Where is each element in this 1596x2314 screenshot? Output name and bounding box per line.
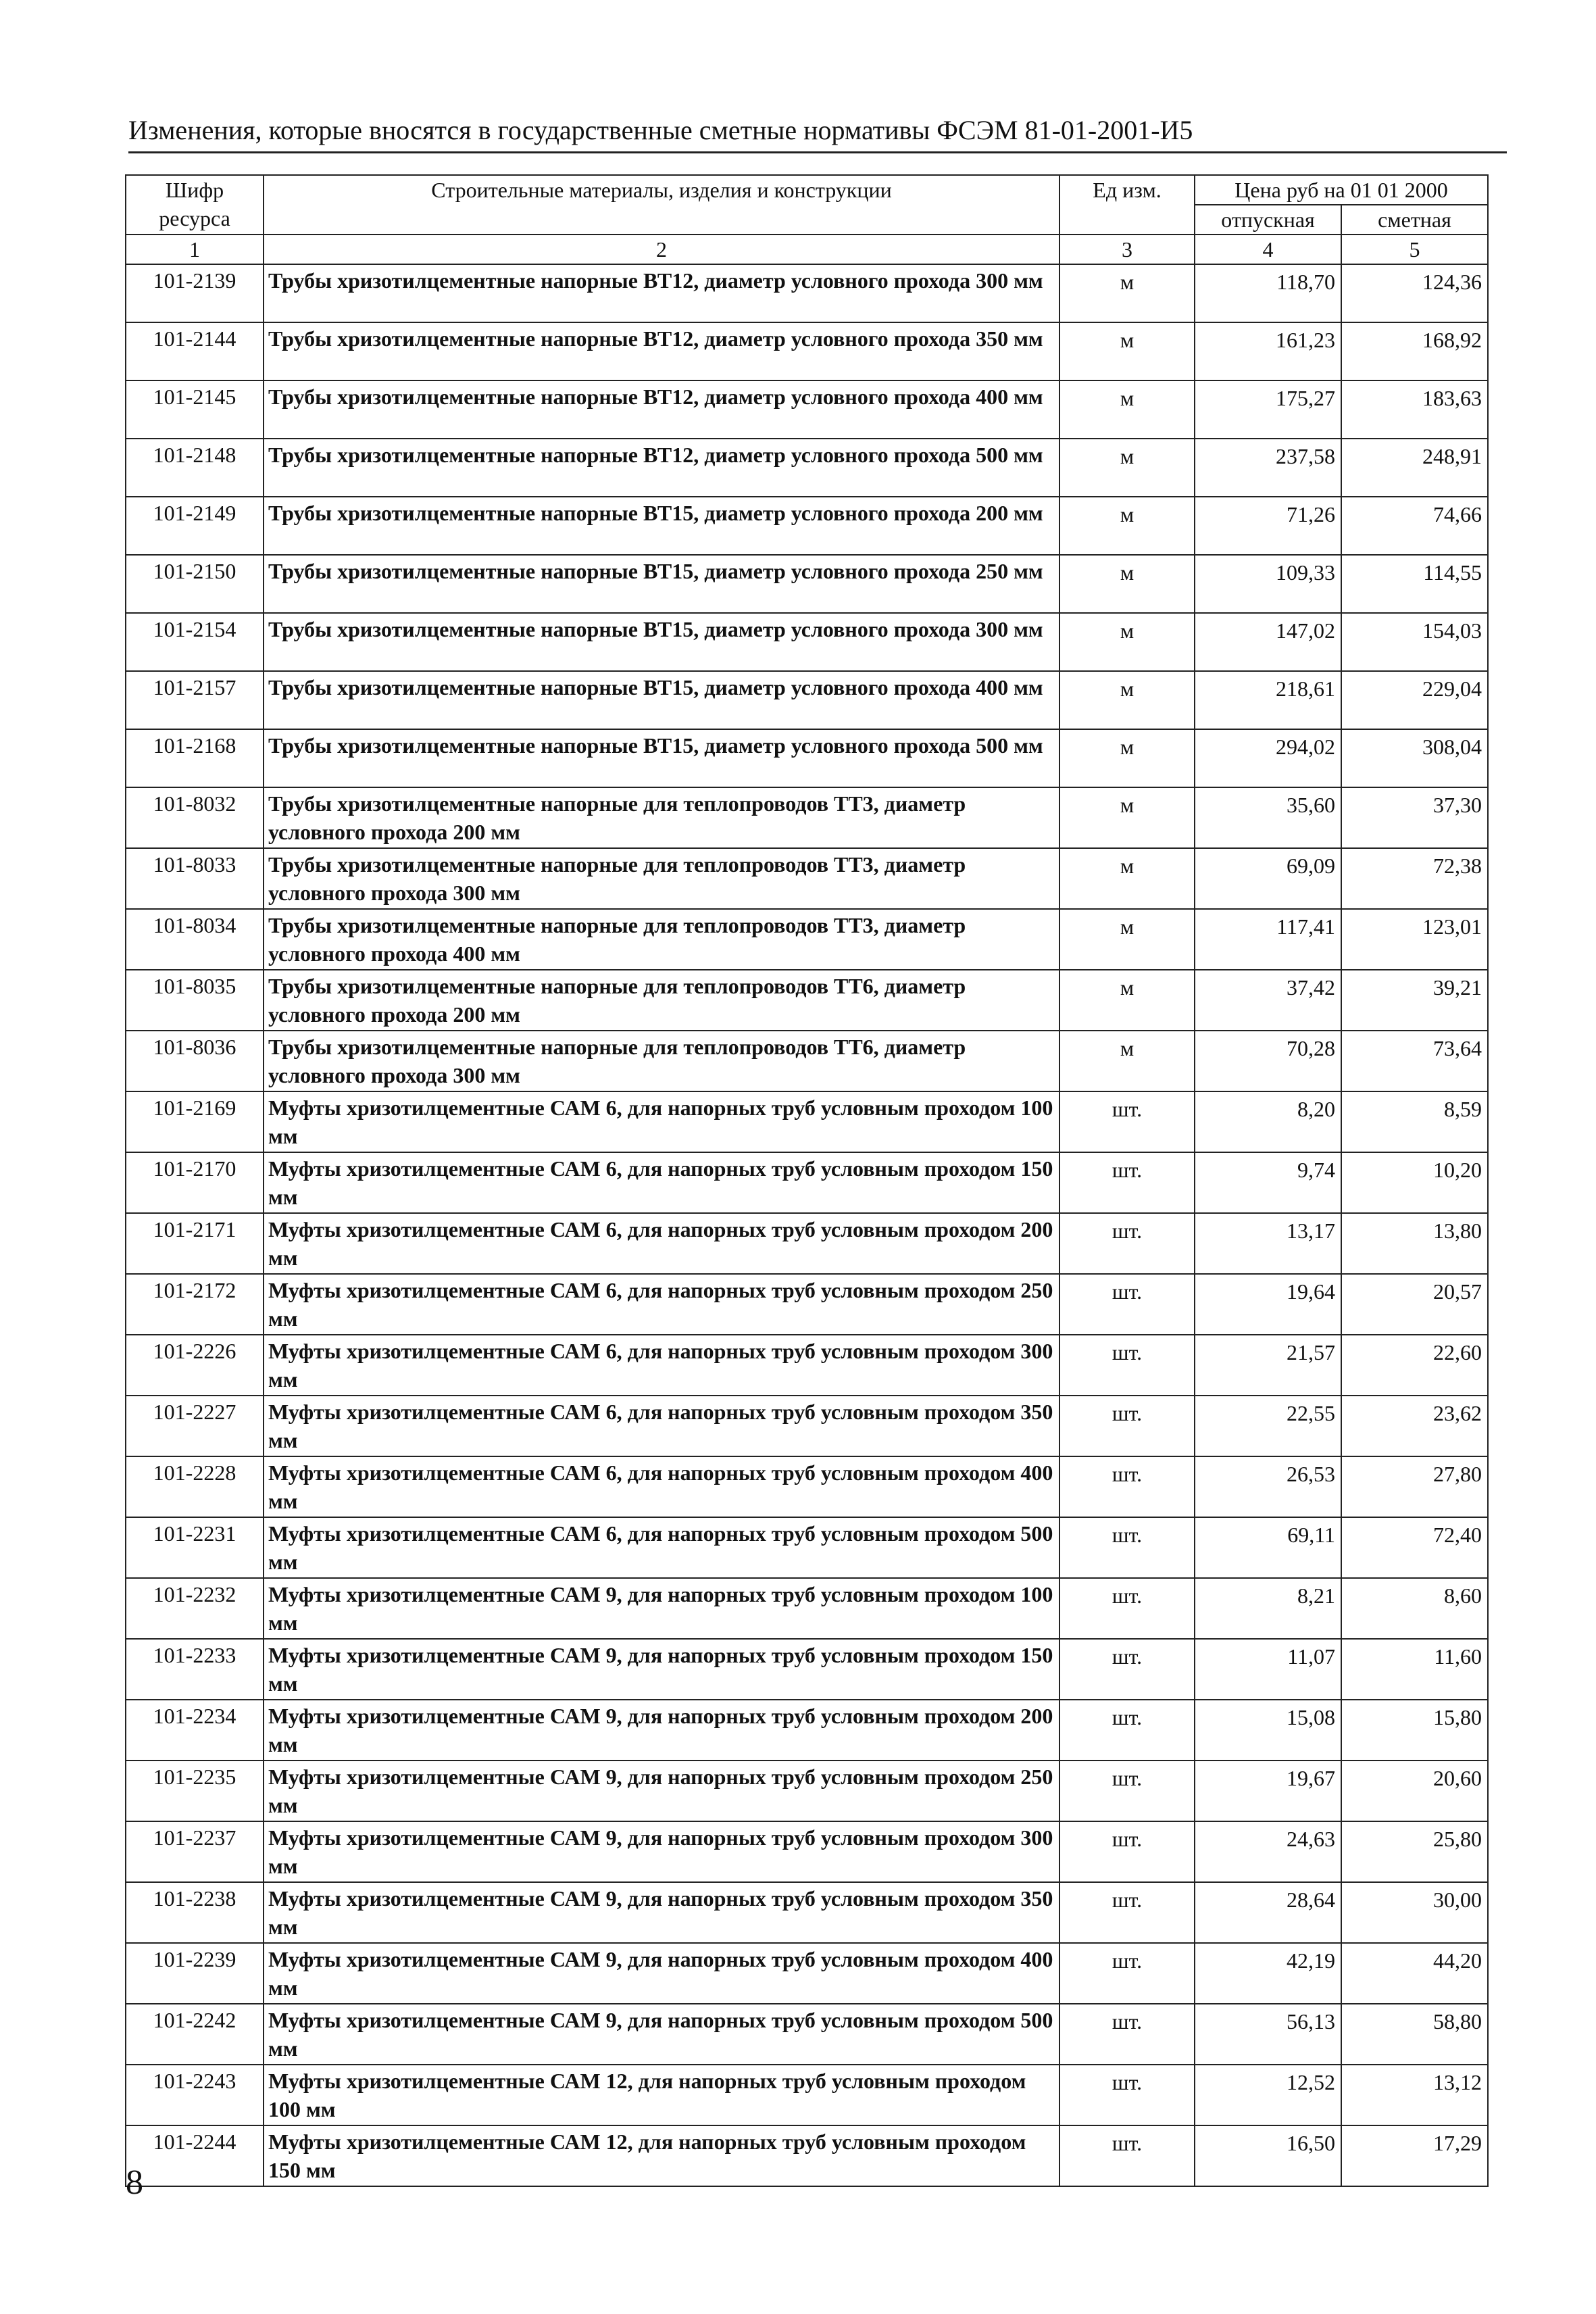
cell-estimate: 23,62 bbox=[1341, 1396, 1488, 1456]
cell-name: Трубы хризотилцементные напорные ВТ12, диаметр условного прохода 400 мм bbox=[264, 380, 1059, 439]
cell-unit: м bbox=[1059, 909, 1195, 970]
table-row bbox=[126, 970, 1488, 1031]
header-name: Строительные материалы, изделия и конструкции bbox=[264, 175, 1059, 235]
cell-name: Трубы хризотилцементные напорные для теплопроводов ТТ3, диаметр условного прохода 200 мм bbox=[264, 787, 1059, 848]
cell-unit: шт. bbox=[1059, 2065, 1195, 2125]
cell-name: Трубы хризотилцементные напорные ВТ12, диаметр условного прохода 350 мм bbox=[264, 322, 1059, 380]
cell-name: Муфты хризотилцементные САМ 12, для напорных труб условным проходом 150 мм bbox=[264, 2125, 1059, 2186]
cell-name: Муфты хризотилцементные САМ 6, для напорных труб условным проходом 150 мм bbox=[264, 1152, 1059, 1213]
header-estimate-price: сметная bbox=[1341, 205, 1488, 235]
cell-estimate: 8,59 bbox=[1341, 1091, 1488, 1152]
cell-code: 101-2144 bbox=[126, 322, 264, 380]
cell-name: Трубы хризотилцементные напорные ВТ12, диаметр условного прохода 300 мм bbox=[264, 264, 1059, 322]
cell-release: 8,21 bbox=[1195, 1578, 1341, 1639]
table-row bbox=[126, 1821, 1488, 1882]
cell-estimate: 20,60 bbox=[1341, 1761, 1488, 1821]
cell-unit: м bbox=[1059, 1031, 1195, 1091]
cell-release: 70,28 bbox=[1195, 1031, 1341, 1091]
cell-code: 101-2234 bbox=[126, 1700, 264, 1761]
table-row bbox=[126, 1091, 1488, 1152]
cell-unit: м bbox=[1059, 970, 1195, 1031]
cell-unit: шт. bbox=[1059, 1335, 1195, 1396]
table-row bbox=[126, 1943, 1488, 2004]
table-row bbox=[126, 909, 1488, 970]
cell-release: 28,64 bbox=[1195, 1882, 1341, 1943]
cell-name: Муфты хризотилцементные САМ 6, для напорных труб условным проходом 300 мм bbox=[264, 1335, 1059, 1396]
table-row bbox=[126, 439, 1488, 497]
cell-name: Трубы хризотилцементные напорные для теплопроводов ТТ3, диаметр условного прохода 400 мм bbox=[264, 909, 1059, 970]
cell-unit: шт. bbox=[1059, 1700, 1195, 1761]
cell-release: 24,63 bbox=[1195, 1821, 1341, 1882]
cell-code: 101-2238 bbox=[126, 1882, 264, 1943]
column-number: 4 bbox=[1195, 235, 1341, 264]
cell-name: Муфты хризотилцементные САМ 9, для напорных труб условным проходом 100 мм bbox=[264, 1578, 1059, 1639]
cell-release: 71,26 bbox=[1195, 497, 1341, 555]
cell-unit: шт. bbox=[1059, 1213, 1195, 1274]
table-row bbox=[126, 671, 1488, 729]
cell-name: Муфты хризотилцементные САМ 9, для напорных труб условным проходом 350 мм bbox=[264, 1882, 1059, 1943]
cell-release: 42,19 bbox=[1195, 1943, 1341, 2004]
cell-code: 101-2242 bbox=[126, 2004, 264, 2065]
cell-release: 26,53 bbox=[1195, 1456, 1341, 1517]
document-header-title: Изменения, которые вносятся в государственные сметные нормативы ФСЭМ 81-01-2001-И5 bbox=[128, 114, 1507, 153]
cell-unit: шт. bbox=[1059, 1821, 1195, 1882]
table-row bbox=[126, 1639, 1488, 1700]
cell-code: 101-2172 bbox=[126, 1274, 264, 1335]
cell-code: 101-2154 bbox=[126, 613, 264, 671]
cell-code: 101-2139 bbox=[126, 264, 264, 322]
cell-release: 35,60 bbox=[1195, 787, 1341, 848]
table-header-row bbox=[126, 175, 1488, 205]
cell-code: 101-2150 bbox=[126, 555, 264, 613]
cell-code: 101-2237 bbox=[126, 1821, 264, 1882]
table-row bbox=[126, 322, 1488, 380]
cell-estimate: 37,30 bbox=[1341, 787, 1488, 848]
cell-unit: шт. bbox=[1059, 2125, 1195, 2186]
cell-code: 101-2232 bbox=[126, 1578, 264, 1639]
cell-code: 101-2170 bbox=[126, 1152, 264, 1213]
header-release-price: отпускная bbox=[1195, 205, 1341, 235]
cell-estimate: 13,80 bbox=[1341, 1213, 1488, 1274]
table-row bbox=[126, 1578, 1488, 1639]
table-row bbox=[126, 1517, 1488, 1578]
cell-estimate: 74,66 bbox=[1341, 497, 1488, 555]
cell-unit: шт. bbox=[1059, 2004, 1195, 2065]
cell-name: Муфты хризотилцементные САМ 6, для напорных труб условным проходом 350 мм bbox=[264, 1396, 1059, 1456]
cell-name: Муфты хризотилцементные САМ 9, для напорных труб условным проходом 200 мм bbox=[264, 1700, 1059, 1761]
cell-unit: м bbox=[1059, 439, 1195, 497]
column-number: 5 bbox=[1341, 235, 1488, 264]
header-price-group: Цена руб на 01 01 2000 bbox=[1195, 175, 1488, 205]
cell-estimate: 20,57 bbox=[1341, 1274, 1488, 1335]
cell-release: 22,55 bbox=[1195, 1396, 1341, 1456]
cell-release: 15,08 bbox=[1195, 1700, 1341, 1761]
cell-unit: м bbox=[1059, 555, 1195, 613]
cell-code: 101-2145 bbox=[126, 380, 264, 439]
cell-estimate: 44,20 bbox=[1341, 1943, 1488, 2004]
cell-name: Трубы хризотилцементные напорные ВТ12, диаметр условного прохода 500 мм bbox=[264, 439, 1059, 497]
cell-unit: шт. bbox=[1059, 1152, 1195, 1213]
cell-name: Трубы хризотилцементные напорные ВТ15, диаметр условного прохода 300 мм bbox=[264, 613, 1059, 671]
table-row bbox=[126, 2065, 1488, 2125]
table-row bbox=[126, 497, 1488, 555]
table-row bbox=[126, 1761, 1488, 1821]
cell-name: Муфты хризотилцементные САМ 6, для напорных труб условным проходом 500 мм bbox=[264, 1517, 1059, 1578]
cell-name: Муфты хризотилцементные САМ 9, для напорных труб условным проходом 400 мм bbox=[264, 1943, 1059, 2004]
cell-estimate: 308,04 bbox=[1341, 729, 1488, 787]
table-row bbox=[126, 555, 1488, 613]
cell-name: Муфты хризотилцементные САМ 9, для напорных труб условным проходом 300 мм bbox=[264, 1821, 1059, 1882]
cell-estimate: 168,92 bbox=[1341, 322, 1488, 380]
cell-estimate: 27,80 bbox=[1341, 1456, 1488, 1517]
cell-code: 101-2244 bbox=[126, 2125, 264, 2186]
column-number: 3 bbox=[1059, 235, 1195, 264]
cell-estimate: 58,80 bbox=[1341, 2004, 1488, 2065]
cell-unit: шт. bbox=[1059, 1578, 1195, 1639]
table-row bbox=[126, 1213, 1488, 1274]
cell-code: 101-8035 bbox=[126, 970, 264, 1031]
cell-estimate: 25,80 bbox=[1341, 1821, 1488, 1882]
cell-release: 19,67 bbox=[1195, 1761, 1341, 1821]
cell-name: Муфты хризотилцементные САМ 9, для напорных труб условным проходом 500 мм bbox=[264, 2004, 1059, 2065]
table-body bbox=[126, 264, 1488, 2186]
cell-estimate: 39,21 bbox=[1341, 970, 1488, 1031]
cell-unit: м bbox=[1059, 322, 1195, 380]
cell-estimate: 229,04 bbox=[1341, 671, 1488, 729]
table-row bbox=[126, 729, 1488, 787]
cell-unit: шт. bbox=[1059, 1882, 1195, 1943]
cell-code: 101-8033 bbox=[126, 848, 264, 909]
cell-unit: шт. bbox=[1059, 1456, 1195, 1517]
cell-name: Муфты хризотилцементные САМ 9, для напорных труб условным проходом 250 мм bbox=[264, 1761, 1059, 1821]
cell-unit: шт. bbox=[1059, 1517, 1195, 1578]
cell-release: 12,52 bbox=[1195, 2065, 1341, 2125]
cell-code: 101-2235 bbox=[126, 1761, 264, 1821]
cell-unit: м bbox=[1059, 671, 1195, 729]
cell-name: Трубы хризотилцементные напорные ВТ15, диаметр условного прохода 200 мм bbox=[264, 497, 1059, 555]
cell-estimate: 123,01 bbox=[1341, 909, 1488, 970]
cell-release: 147,02 bbox=[1195, 613, 1341, 671]
cell-unit: м bbox=[1059, 264, 1195, 322]
header-code: Шифр ресурса bbox=[126, 175, 264, 235]
cell-estimate: 114,55 bbox=[1341, 555, 1488, 613]
cell-release: 37,42 bbox=[1195, 970, 1341, 1031]
cell-unit: м bbox=[1059, 787, 1195, 848]
table-row bbox=[126, 1396, 1488, 1456]
cell-estimate: 72,40 bbox=[1341, 1517, 1488, 1578]
cell-release: 8,20 bbox=[1195, 1091, 1341, 1152]
cell-code: 101-8034 bbox=[126, 909, 264, 970]
cell-release: 19,64 bbox=[1195, 1274, 1341, 1335]
cell-unit: м bbox=[1059, 497, 1195, 555]
cell-unit: м bbox=[1059, 613, 1195, 671]
cell-unit: шт. bbox=[1059, 1274, 1195, 1335]
cell-estimate: 10,20 bbox=[1341, 1152, 1488, 1213]
cell-release: 13,17 bbox=[1195, 1213, 1341, 1274]
cell-unit: м bbox=[1059, 848, 1195, 909]
cell-estimate: 8,60 bbox=[1341, 1578, 1488, 1639]
cell-release: 294,02 bbox=[1195, 729, 1341, 787]
cell-name: Трубы хризотилцементные напорные для теплопроводов ТТ3, диаметр условного прохода 300 мм bbox=[264, 848, 1059, 909]
cell-code: 101-2233 bbox=[126, 1639, 264, 1700]
table-row bbox=[126, 1456, 1488, 1517]
cell-name: Муфты хризотилцементные САМ 6, для напорных труб условным проходом 250 мм bbox=[264, 1274, 1059, 1335]
column-number: 2 bbox=[264, 235, 1059, 264]
cell-name: Муфты хризотилцементные САМ 6, для напорных труб условным проходом 200 мм bbox=[264, 1213, 1059, 1274]
cell-estimate: 73,64 bbox=[1341, 1031, 1488, 1091]
cell-estimate: 72,38 bbox=[1341, 848, 1488, 909]
cell-name: Муфты хризотилцементные САМ 6, для напорных труб условным проходом 100 мм bbox=[264, 1091, 1059, 1152]
cell-code: 101-2243 bbox=[126, 2065, 264, 2125]
cell-name: Трубы хризотилцементные напорные ВТ15, диаметр условного прохода 400 мм bbox=[264, 671, 1059, 729]
cell-estimate: 124,36 bbox=[1341, 264, 1488, 322]
cell-code: 101-2239 bbox=[126, 1943, 264, 2004]
cell-name: Трубы хризотилцементные напорные ВТ15, диаметр условного прохода 250 мм bbox=[264, 555, 1059, 613]
table-row bbox=[126, 613, 1488, 671]
cell-estimate: 17,29 bbox=[1341, 2125, 1488, 2186]
cell-unit: шт. bbox=[1059, 1396, 1195, 1456]
cell-release: 69,11 bbox=[1195, 1517, 1341, 1578]
cell-unit: м bbox=[1059, 729, 1195, 787]
table-row bbox=[126, 1335, 1488, 1396]
cell-estimate: 13,12 bbox=[1341, 2065, 1488, 2125]
cell-unit: шт. bbox=[1059, 1091, 1195, 1152]
table-row bbox=[126, 2004, 1488, 2065]
cell-release: 218,61 bbox=[1195, 671, 1341, 729]
cell-unit: шт. bbox=[1059, 1761, 1195, 1821]
cell-name: Муфты хризотилцементные САМ 12, для напорных труб условным проходом 100 мм bbox=[264, 2065, 1059, 2125]
table-row bbox=[126, 380, 1488, 439]
cell-code: 101-2169 bbox=[126, 1091, 264, 1152]
cell-unit: шт. bbox=[1059, 1639, 1195, 1700]
column-numbers-row bbox=[126, 235, 1488, 264]
cell-estimate: 154,03 bbox=[1341, 613, 1488, 671]
cell-release: 11,07 bbox=[1195, 1639, 1341, 1700]
cell-name: Трубы хризотилцементные напорные для теплопроводов ТТ6, диаметр условного прохода 200 мм bbox=[264, 970, 1059, 1031]
cell-estimate: 15,80 bbox=[1341, 1700, 1488, 1761]
cell-estimate: 22,60 bbox=[1341, 1335, 1488, 1396]
cell-release: 175,27 bbox=[1195, 380, 1341, 439]
cell-release: 161,23 bbox=[1195, 322, 1341, 380]
cell-name: Трубы хризотилцементные напорные ВТ15, диаметр условного прохода 500 мм bbox=[264, 729, 1059, 787]
cell-code: 101-2228 bbox=[126, 1456, 264, 1517]
cell-release: 109,33 bbox=[1195, 555, 1341, 613]
cell-name: Муфты хризотилцементные САМ 9, для напорных труб условным проходом 150 мм bbox=[264, 1639, 1059, 1700]
column-number: 1 bbox=[126, 235, 264, 264]
cell-release: 16,50 bbox=[1195, 2125, 1341, 2186]
cell-release: 117,41 bbox=[1195, 909, 1341, 970]
cell-name: Муфты хризотилцементные САМ 6, для напорных труб условным проходом 400 мм bbox=[264, 1456, 1059, 1517]
cell-code: 101-8032 bbox=[126, 787, 264, 848]
cell-code: 101-8036 bbox=[126, 1031, 264, 1091]
cell-estimate: 248,91 bbox=[1341, 439, 1488, 497]
page-number: 8 bbox=[126, 2163, 143, 2202]
table-row bbox=[126, 1700, 1488, 1761]
table-row bbox=[126, 1274, 1488, 1335]
cell-estimate: 11,60 bbox=[1341, 1639, 1488, 1700]
cell-release: 21,57 bbox=[1195, 1335, 1341, 1396]
table-row bbox=[126, 1152, 1488, 1213]
cell-code: 101-2157 bbox=[126, 671, 264, 729]
cell-release: 237,58 bbox=[1195, 439, 1341, 497]
cell-unit: м bbox=[1059, 380, 1195, 439]
cell-code: 101-2227 bbox=[126, 1396, 264, 1456]
table-row bbox=[126, 787, 1488, 848]
cell-release: 118,70 bbox=[1195, 264, 1341, 322]
cell-code: 101-2168 bbox=[126, 729, 264, 787]
header-unit: Ед изм. bbox=[1059, 175, 1195, 235]
cell-release: 9,74 bbox=[1195, 1152, 1341, 1213]
cell-code: 101-2226 bbox=[126, 1335, 264, 1396]
cell-code: 101-2148 bbox=[126, 439, 264, 497]
cell-code: 101-2149 bbox=[126, 497, 264, 555]
table-row bbox=[126, 1882, 1488, 1943]
price-table bbox=[125, 174, 1489, 2187]
table-row bbox=[126, 2125, 1488, 2186]
cell-name: Трубы хризотилцементные напорные для теплопроводов ТТ6, диаметр условного прохода 300 мм bbox=[264, 1031, 1059, 1091]
cell-release: 56,13 bbox=[1195, 2004, 1341, 2065]
table-row bbox=[126, 848, 1488, 909]
cell-unit: шт. bbox=[1059, 1943, 1195, 2004]
cell-code: 101-2171 bbox=[126, 1213, 264, 1274]
cell-estimate: 30,00 bbox=[1341, 1882, 1488, 1943]
cell-estimate: 183,63 bbox=[1341, 380, 1488, 439]
cell-code: 101-2231 bbox=[126, 1517, 264, 1578]
cell-release: 69,09 bbox=[1195, 848, 1341, 909]
table-row bbox=[126, 1031, 1488, 1091]
table-row bbox=[126, 264, 1488, 322]
